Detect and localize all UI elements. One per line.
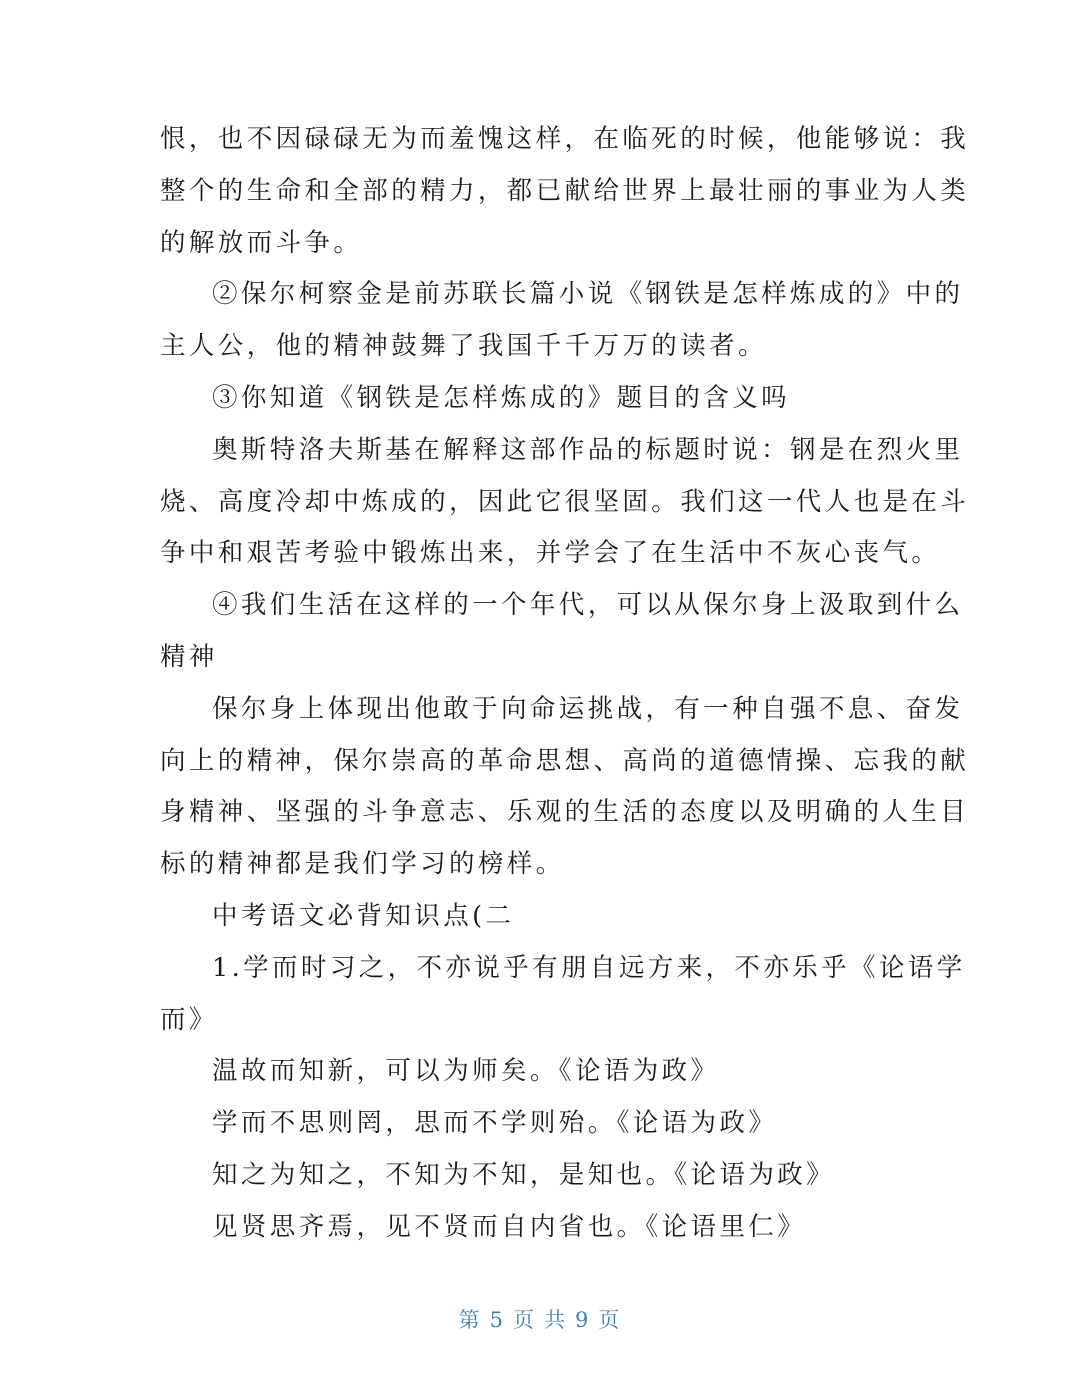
text-line: 温故而知新，可以为师矣。《论语为政》 — [212, 1056, 720, 1087]
text-line: 而》 — [160, 1004, 218, 1035]
text-line: ③你知道《钢铁是怎样炼成的》题目的含义吗 — [212, 382, 791, 413]
text-line: 中考语文必背知识点(二 — [212, 900, 515, 931]
text-line: 精神 — [160, 641, 218, 672]
text-line: 身精神、坚强的斗争意志、乐观的生活的态度以及明确的人生目 — [160, 797, 970, 828]
text-line: ②保尔柯察金是前苏联长篇小说《钢铁是怎样炼成的》中的 — [212, 279, 964, 310]
text-line: 整个的生命和全部的精力，都已献给世界上最壮丽的事业为人类 — [160, 175, 970, 206]
footer-word-ye-2: 页 — [598, 1308, 622, 1332]
text-line: 保尔身上体现出他敢于向命运挑战，有一种自强不息、奋发 — [212, 693, 964, 724]
footer-word-di: 第 — [458, 1308, 482, 1332]
text-line: 主人公，他的精神鼓舞了我国千千万万的读者。 — [160, 331, 767, 362]
page-total: 9 — [575, 1308, 591, 1332]
text-line: 1.学而时习之，不亦说乎有朋自远方来，不亦乐乎《论语学 — [212, 952, 966, 983]
text-line: 烧、高度冷却中炼成的，因此它很坚固。我们这一代人也是在斗 — [160, 486, 970, 517]
footer-word-ye: 页 — [513, 1308, 536, 1332]
body-text — [160, 114, 970, 1254]
text-line: 争中和艰苦考验中锻炼出来，并学会了在生活中不灰心丧气。 — [160, 538, 941, 569]
text-line: 奥斯特洛夫斯基在解释这部作品的标题时说：钢是在烈火里 — [212, 434, 964, 465]
text-line: 向上的精神，保尔崇高的革命思想、高尚的道德情操、忘我的献 — [160, 745, 970, 776]
text-line: 恨，也不因碌碌无为而羞愧这样，在临死的时候，他能够说：我 — [160, 124, 970, 154]
footer-word-gong: 共 — [544, 1308, 567, 1332]
text-line: 的解放而斗争。 — [160, 227, 363, 258]
text-line: 标的精神都是我们学习的榜样。 — [160, 849, 565, 880]
text-line: ④我们生活在这样的一个年代，可以从保尔身上汲取到什么 — [212, 590, 964, 621]
text-line: 学而不思则罔，思而不学则殆。《论语为政》 — [212, 1108, 778, 1139]
text-line: 知之为知之，不知为不知，是知也。《论语为政》 — [212, 1159, 836, 1190]
text-line: 见贤思齐焉，见不贤而自内省也。《论语里仁》 — [212, 1211, 807, 1242]
page-number: 5 — [489, 1308, 505, 1332]
page-footer — [0, 1304, 1080, 1334]
